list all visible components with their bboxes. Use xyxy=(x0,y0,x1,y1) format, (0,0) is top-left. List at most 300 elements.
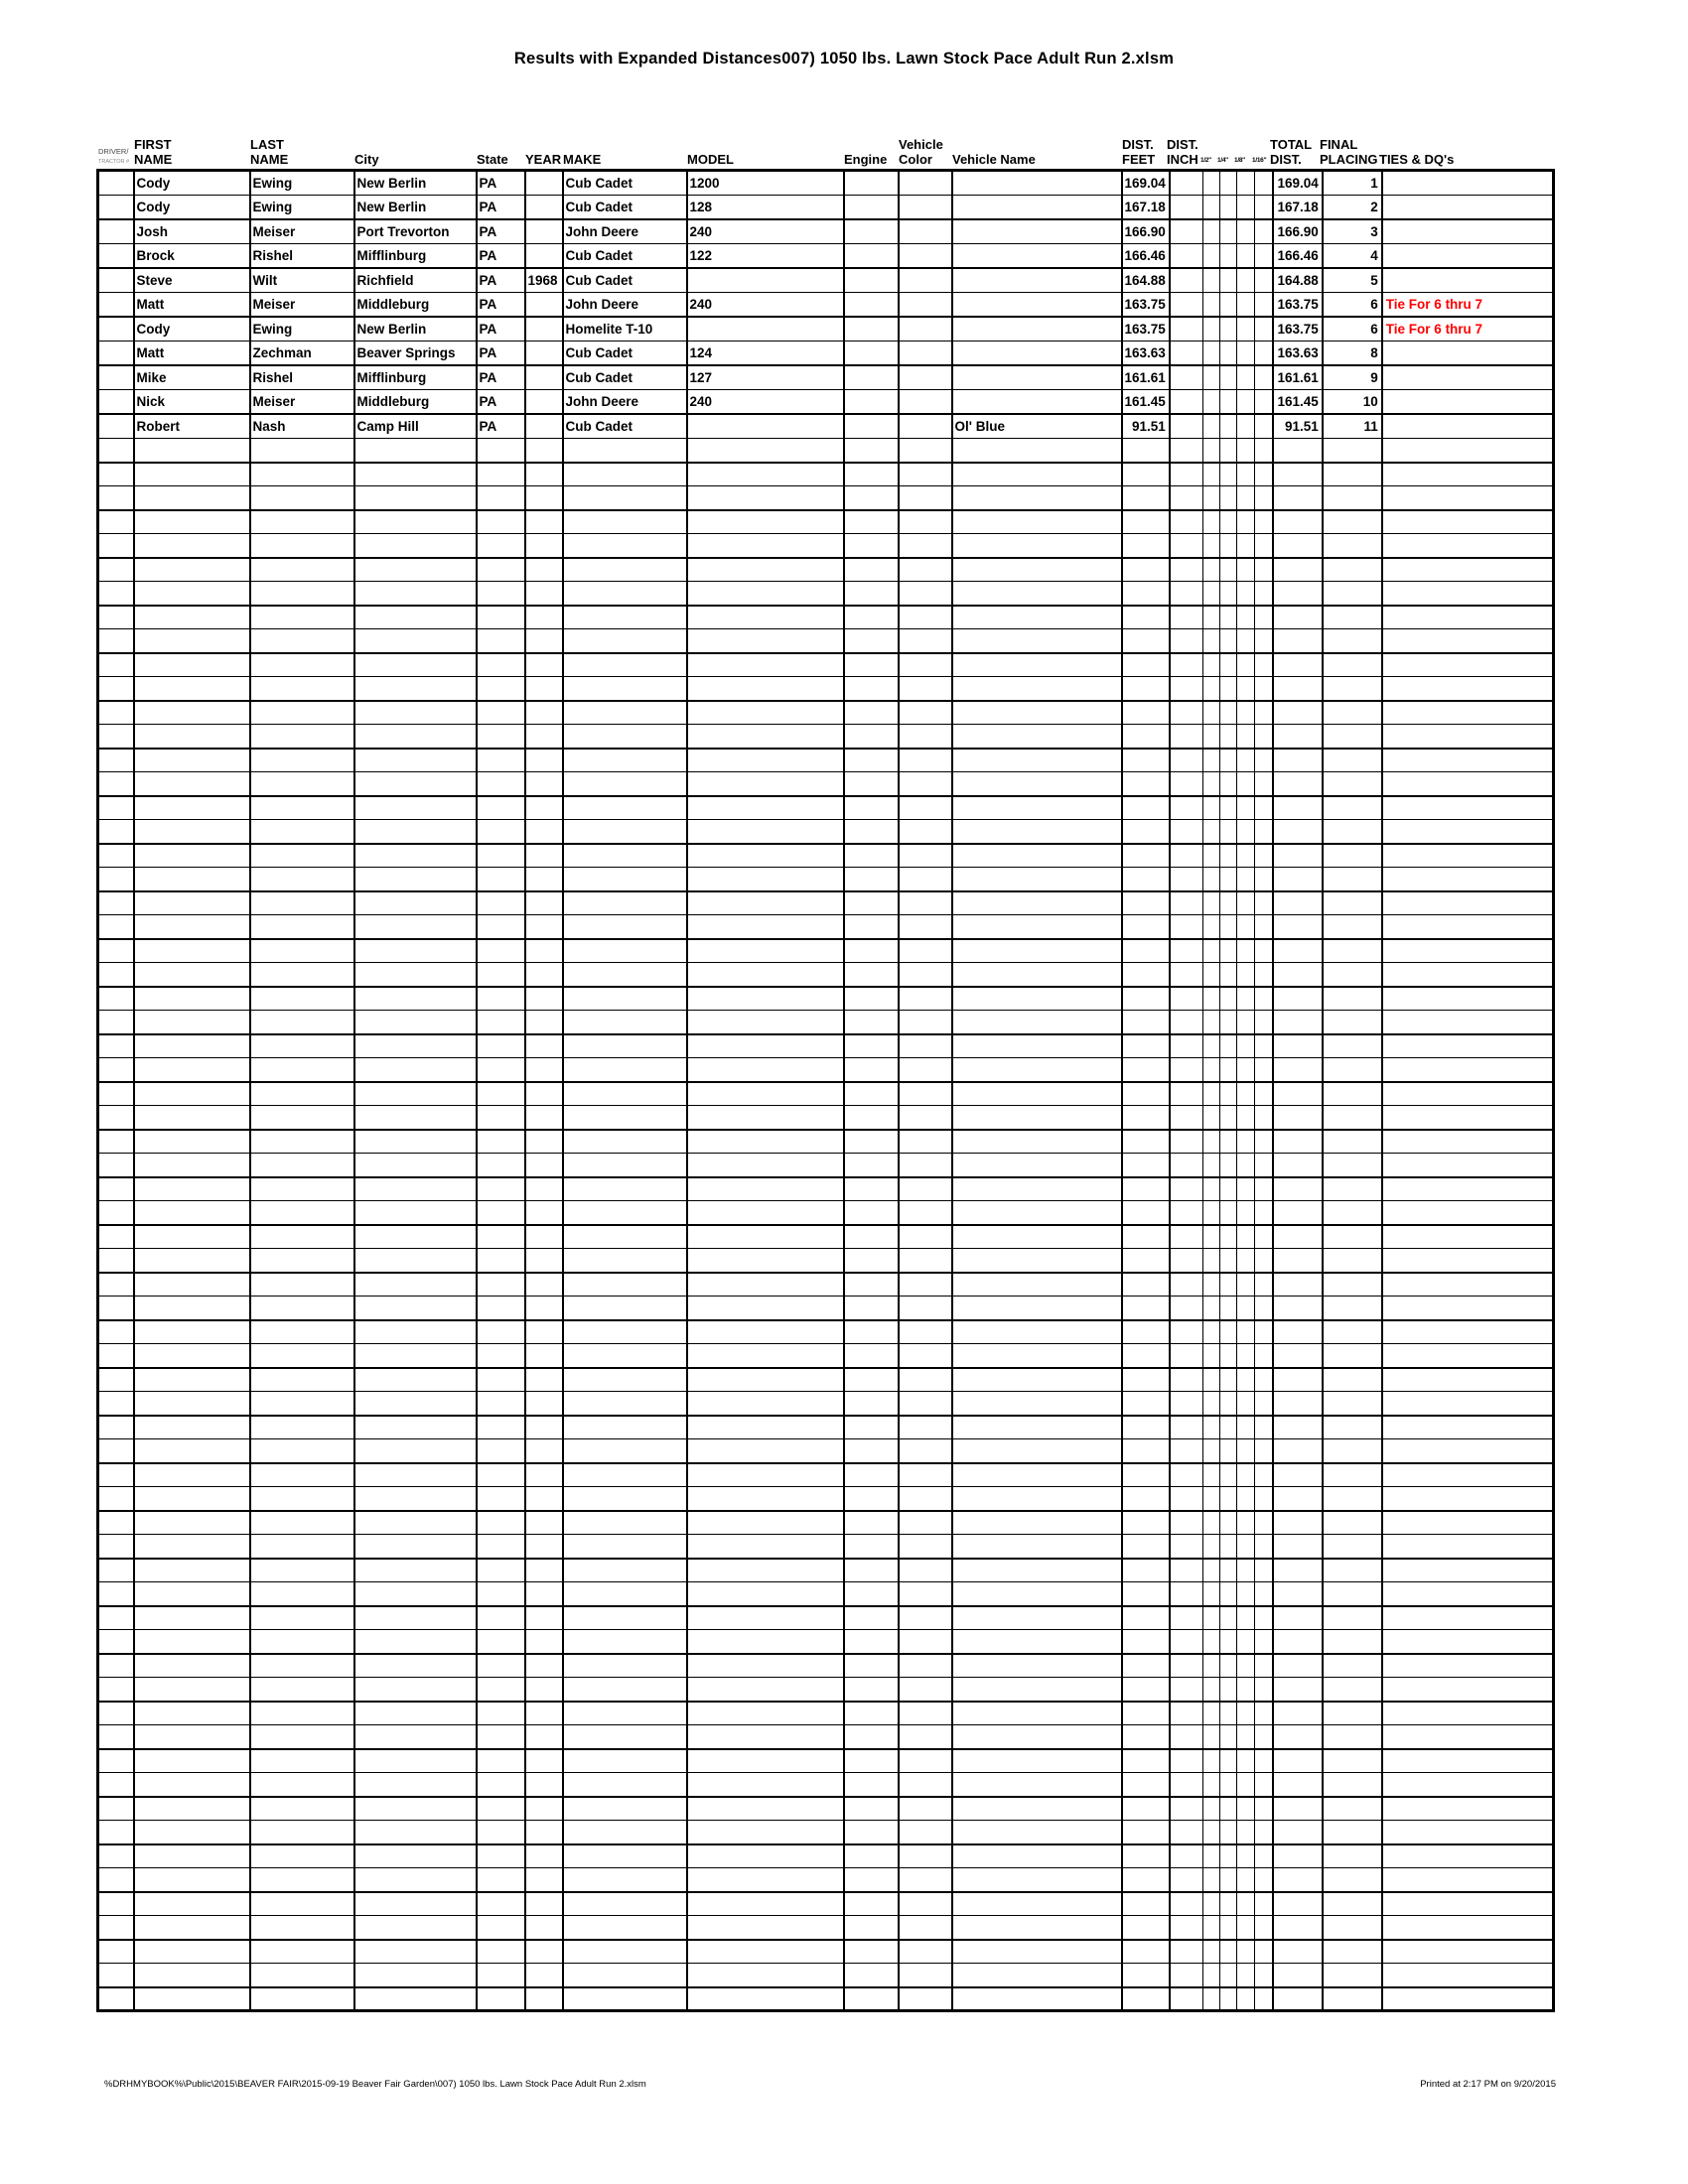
ties-dqs-cell xyxy=(1382,1058,1554,1082)
year-cell xyxy=(525,414,563,439)
eighth-inch-cell xyxy=(1237,268,1255,293)
first-name-cell: Nick xyxy=(134,390,250,415)
dist-feet-cell xyxy=(1122,1320,1170,1344)
ties-dqs-cell xyxy=(1382,1344,1554,1368)
dist-inch-cell xyxy=(1170,868,1203,891)
model-cell: 240 xyxy=(687,293,844,318)
total-dist-cell xyxy=(1273,701,1323,725)
driver-tractor-number-cell xyxy=(98,1249,134,1273)
vehicle-color-cell xyxy=(899,987,952,1011)
sixteenth-inch-cell xyxy=(1255,1797,1273,1821)
vehicle-name-cell xyxy=(952,1487,1122,1511)
state-cell xyxy=(477,1463,525,1487)
model-cell xyxy=(687,772,844,796)
state-cell xyxy=(477,1177,525,1201)
model-cell xyxy=(687,1964,844,1987)
sixteenth-inch-cell xyxy=(1255,1844,1273,1868)
vehicle-name-cell xyxy=(952,1320,1122,1344)
city-cell xyxy=(354,582,477,606)
dist-inch-cell xyxy=(1170,653,1203,677)
quarter-inch-cell xyxy=(1220,1678,1237,1702)
engine-cell xyxy=(844,486,899,510)
final-placing-cell xyxy=(1323,606,1382,629)
vehicle-name-cell xyxy=(952,293,1122,318)
ties-dqs-cell xyxy=(1382,1916,1554,1940)
driver-tractor-number-cell xyxy=(98,219,134,244)
year-cell xyxy=(525,1058,563,1082)
eighth-inch-cell xyxy=(1237,582,1255,606)
dist-inch-cell xyxy=(1170,1987,1203,2011)
final-placing-cell xyxy=(1323,1320,1382,1344)
table-row xyxy=(98,1868,1554,1892)
vehicle-name-cell xyxy=(952,268,1122,293)
vehicle-color-cell xyxy=(899,653,952,677)
last-name-cell xyxy=(250,1249,354,1273)
ties-dqs-cell xyxy=(1382,365,1554,390)
dist-inch-cell xyxy=(1170,939,1203,963)
city-cell xyxy=(354,629,477,653)
first-name-cell: Matt xyxy=(134,293,250,318)
quarter-inch-cell xyxy=(1220,677,1237,701)
state-cell xyxy=(477,1916,525,1940)
state-cell xyxy=(477,1892,525,1916)
table-row xyxy=(98,365,1554,390)
total-dist-cell xyxy=(1273,1344,1323,1368)
quarter-inch-cell xyxy=(1220,987,1237,1011)
column-header-make: MAKE xyxy=(563,152,602,167)
total-dist-cell xyxy=(1273,1368,1323,1392)
last-name-cell: Ewing xyxy=(250,171,354,196)
dist-feet-cell xyxy=(1122,701,1170,725)
sixteenth-inch-cell xyxy=(1255,1702,1273,1725)
eighth-inch-cell xyxy=(1237,749,1255,772)
eighth-inch-cell xyxy=(1237,1225,1255,1249)
vehicle-color-cell xyxy=(899,1630,952,1654)
dist-feet-cell xyxy=(1122,1844,1170,1868)
half-inch-cell xyxy=(1203,1439,1220,1463)
state-cell xyxy=(477,1130,525,1154)
first-name-cell xyxy=(134,1868,250,1892)
make-cell xyxy=(563,1439,687,1463)
year-cell xyxy=(525,677,563,701)
last-name-cell: Rishel xyxy=(250,244,354,269)
model-cell: 124 xyxy=(687,341,844,366)
driver-tractor-number-cell xyxy=(98,701,134,725)
model-cell: 122 xyxy=(687,244,844,269)
make-cell xyxy=(563,1630,687,1654)
make-cell: John Deere xyxy=(563,219,687,244)
city-cell: New Berlin xyxy=(354,171,477,196)
engine-cell xyxy=(844,439,899,463)
dist-feet-cell xyxy=(1122,677,1170,701)
state-cell xyxy=(477,1439,525,1463)
dist-inch-cell xyxy=(1170,439,1203,463)
final-placing-cell xyxy=(1323,1177,1382,1201)
vehicle-name-cell xyxy=(952,891,1122,915)
city-cell xyxy=(354,558,477,582)
sixteenth-inch-cell xyxy=(1255,219,1273,244)
last-name-cell xyxy=(250,1582,354,1606)
vehicle-name-cell xyxy=(952,1034,1122,1058)
table-row xyxy=(98,1797,1554,1821)
engine-cell xyxy=(844,653,899,677)
dist-feet-cell: 166.46 xyxy=(1122,244,1170,269)
vehicle-color-cell xyxy=(899,196,952,220)
vehicle-color-cell xyxy=(899,365,952,390)
dist-feet-cell xyxy=(1122,510,1170,534)
final-placing-cell xyxy=(1323,1392,1382,1416)
vehicle-name-cell xyxy=(952,1297,1122,1320)
last-name-cell xyxy=(250,1082,354,1106)
vehicle-color-cell xyxy=(899,606,952,629)
final-placing-cell xyxy=(1323,1297,1382,1320)
ties-dqs-cell xyxy=(1382,463,1554,486)
vehicle-name-cell xyxy=(952,1582,1122,1606)
state-cell: PA xyxy=(477,171,525,196)
last-name-cell: Ewing xyxy=(250,317,354,341)
ties-dqs-cell xyxy=(1382,1249,1554,1273)
year-cell xyxy=(525,1225,563,1249)
sixteenth-inch-cell xyxy=(1255,1225,1273,1249)
last-name-cell xyxy=(250,1559,354,1582)
year-cell xyxy=(525,987,563,1011)
half-inch-cell xyxy=(1203,749,1220,772)
city-cell xyxy=(354,1487,477,1511)
driver-tractor-number-cell xyxy=(98,820,134,844)
last-name-cell xyxy=(250,1964,354,1987)
driver-tractor-number-cell xyxy=(98,1297,134,1320)
last-name-cell xyxy=(250,1702,354,1725)
half-inch-cell xyxy=(1203,677,1220,701)
column-header-half-inch: 1/2" xyxy=(1200,157,1211,164)
engine-cell xyxy=(844,244,899,269)
year-cell xyxy=(525,1297,563,1320)
final-placing-cell xyxy=(1323,1058,1382,1082)
quarter-inch-cell xyxy=(1220,1463,1237,1487)
dist-inch-cell xyxy=(1170,606,1203,629)
state-cell xyxy=(477,939,525,963)
eighth-inch-cell xyxy=(1237,463,1255,486)
model-cell xyxy=(687,1535,844,1559)
last-name-cell xyxy=(250,1940,354,1964)
first-name-cell xyxy=(134,1439,250,1463)
half-inch-cell xyxy=(1203,1106,1220,1130)
half-inch-cell xyxy=(1203,1821,1220,1844)
city-cell xyxy=(354,463,477,486)
ties-dqs-cell: Tie For 6 thru 7 xyxy=(1382,293,1554,318)
make-cell: Cub Cadet xyxy=(563,244,687,269)
first-name-cell xyxy=(134,1725,250,1749)
engine-cell xyxy=(844,582,899,606)
city-cell: Middleburg xyxy=(354,293,477,318)
state-cell xyxy=(477,1082,525,1106)
state-cell xyxy=(477,1606,525,1630)
final-placing-cell: 6 xyxy=(1323,293,1382,318)
half-inch-cell xyxy=(1203,1964,1220,1987)
eighth-inch-cell xyxy=(1237,1416,1255,1439)
vehicle-color-cell xyxy=(899,1725,952,1749)
vehicle-color-cell xyxy=(899,844,952,868)
dist-inch-cell xyxy=(1170,1797,1203,1821)
sixteenth-inch-cell xyxy=(1255,701,1273,725)
vehicle-name-cell xyxy=(952,1678,1122,1702)
engine-cell xyxy=(844,463,899,486)
eighth-inch-cell xyxy=(1237,891,1255,915)
dist-feet-cell xyxy=(1122,749,1170,772)
year-cell xyxy=(525,293,563,318)
total-dist-cell xyxy=(1273,463,1323,486)
sixteenth-inch-cell xyxy=(1255,1559,1273,1582)
dist-feet-cell xyxy=(1122,987,1170,1011)
table-row xyxy=(98,171,1554,196)
dist-inch-cell xyxy=(1170,293,1203,318)
vehicle-name-cell xyxy=(952,1201,1122,1225)
engine-cell xyxy=(844,1987,899,2011)
final-placing-cell: 4 xyxy=(1323,244,1382,269)
half-inch-cell xyxy=(1203,939,1220,963)
dist-inch-cell xyxy=(1170,1439,1203,1463)
make-cell: Cub Cadet xyxy=(563,341,687,366)
quarter-inch-cell xyxy=(1220,1964,1237,1987)
city-cell xyxy=(354,486,477,510)
eighth-inch-cell xyxy=(1237,1511,1255,1535)
driver-tractor-number-cell xyxy=(98,1630,134,1654)
model-cell xyxy=(687,1082,844,1106)
state-cell xyxy=(477,1987,525,2011)
year-cell xyxy=(525,772,563,796)
total-dist-cell xyxy=(1273,1177,1323,1201)
table-row xyxy=(98,558,1554,582)
vehicle-name-cell xyxy=(952,171,1122,196)
state-cell: PA xyxy=(477,219,525,244)
city-cell xyxy=(354,820,477,844)
half-inch-cell xyxy=(1203,1582,1220,1606)
vehicle-color-cell xyxy=(899,1916,952,1940)
engine-cell xyxy=(844,1249,899,1273)
make-cell xyxy=(563,1297,687,1320)
driver-tractor-number-cell xyxy=(98,1940,134,1964)
ties-dqs-cell xyxy=(1382,1130,1554,1154)
city-cell xyxy=(354,772,477,796)
city-cell xyxy=(354,701,477,725)
dist-inch-cell xyxy=(1170,558,1203,582)
city-cell xyxy=(354,1630,477,1654)
last-name-cell xyxy=(250,534,354,558)
model-cell: 240 xyxy=(687,390,844,415)
eighth-inch-cell xyxy=(1237,196,1255,220)
dist-feet-cell xyxy=(1122,1463,1170,1487)
eighth-inch-cell xyxy=(1237,1154,1255,1177)
column-header-model: MODEL xyxy=(687,152,734,167)
engine-cell xyxy=(844,1177,899,1201)
table-row xyxy=(98,1011,1554,1034)
model-cell xyxy=(687,558,844,582)
city-cell xyxy=(354,1654,477,1678)
ties-dqs-cell xyxy=(1382,1725,1554,1749)
vehicle-color-cell xyxy=(899,390,952,415)
first-name-cell xyxy=(134,439,250,463)
last-name-cell: Meiser xyxy=(250,219,354,244)
year-cell xyxy=(525,939,563,963)
total-dist-cell xyxy=(1273,439,1323,463)
engine-cell xyxy=(844,844,899,868)
eighth-inch-cell xyxy=(1237,915,1255,939)
vehicle-color-cell xyxy=(899,317,952,341)
final-placing-cell xyxy=(1323,558,1382,582)
quarter-inch-cell xyxy=(1220,171,1237,196)
dist-inch-cell xyxy=(1170,268,1203,293)
total-dist-cell xyxy=(1273,1487,1323,1511)
vehicle-color-cell xyxy=(899,219,952,244)
city-cell xyxy=(354,1082,477,1106)
model-cell xyxy=(687,1725,844,1749)
driver-tractor-number-cell xyxy=(98,1177,134,1201)
final-placing-cell xyxy=(1323,1559,1382,1582)
ties-dqs-cell xyxy=(1382,725,1554,749)
driver-tractor-number-cell xyxy=(98,1011,134,1034)
sixteenth-inch-cell xyxy=(1255,1011,1273,1034)
vehicle-name-cell xyxy=(952,1987,1122,2011)
half-inch-cell xyxy=(1203,1082,1220,1106)
model-cell xyxy=(687,1821,844,1844)
model-cell xyxy=(687,1797,844,1821)
make-cell xyxy=(563,749,687,772)
first-name-cell xyxy=(134,653,250,677)
eighth-inch-cell xyxy=(1237,1964,1255,1987)
half-inch-cell xyxy=(1203,1797,1220,1821)
driver-tractor-number-cell xyxy=(98,868,134,891)
quarter-inch-cell xyxy=(1220,1892,1237,1916)
vehicle-color-cell xyxy=(899,1749,952,1773)
total-dist-cell xyxy=(1273,606,1323,629)
final-placing-cell xyxy=(1323,1034,1382,1058)
first-name-cell: Steve xyxy=(134,268,250,293)
results-table xyxy=(96,169,1555,2012)
total-dist-cell xyxy=(1273,1392,1323,1416)
model-cell xyxy=(687,439,844,463)
first-name-cell xyxy=(134,1154,250,1177)
sixteenth-inch-cell xyxy=(1255,653,1273,677)
driver-tractor-number-cell xyxy=(98,1582,134,1606)
city-cell xyxy=(354,1535,477,1559)
driver-tractor-number-cell xyxy=(98,725,134,749)
eighth-inch-cell xyxy=(1237,1844,1255,1868)
ties-dqs-cell xyxy=(1382,1201,1554,1225)
vehicle-name-cell xyxy=(952,1154,1122,1177)
dist-inch-cell xyxy=(1170,1106,1203,1130)
dist-inch-cell xyxy=(1170,1297,1203,1320)
dist-feet-cell xyxy=(1122,1630,1170,1654)
half-inch-cell xyxy=(1203,1392,1220,1416)
city-cell xyxy=(354,1058,477,1082)
state-cell xyxy=(477,1249,525,1273)
city-cell xyxy=(354,963,477,987)
city-cell: Richfield xyxy=(354,268,477,293)
dist-inch-cell xyxy=(1170,963,1203,987)
make-cell: Homelite T-10 xyxy=(563,317,687,341)
sixteenth-inch-cell xyxy=(1255,390,1273,415)
ties-dqs-cell xyxy=(1382,820,1554,844)
model-cell xyxy=(687,1654,844,1678)
model-cell xyxy=(687,963,844,987)
ties-dqs-cell xyxy=(1382,1273,1554,1297)
make-cell xyxy=(563,1249,687,1273)
make-cell: Cub Cadet xyxy=(563,171,687,196)
city-cell xyxy=(354,510,477,534)
half-inch-cell xyxy=(1203,582,1220,606)
driver-tractor-number-cell xyxy=(98,796,134,820)
year-cell xyxy=(525,1368,563,1392)
ties-dqs-cell xyxy=(1382,844,1554,868)
engine-cell xyxy=(844,268,899,293)
last-name-cell xyxy=(250,510,354,534)
vehicle-color-cell xyxy=(899,1654,952,1678)
model-cell xyxy=(687,629,844,653)
table-row xyxy=(98,915,1554,939)
total-dist-cell xyxy=(1273,510,1323,534)
sixteenth-inch-cell xyxy=(1255,1368,1273,1392)
vehicle-color-cell xyxy=(899,1177,952,1201)
final-placing-cell xyxy=(1323,1773,1382,1797)
table-row xyxy=(98,1940,1554,1964)
sixteenth-inch-cell xyxy=(1255,1273,1273,1297)
year-cell xyxy=(525,1749,563,1773)
sixteenth-inch-cell xyxy=(1255,1439,1273,1463)
column-header-first-name: FIRST NAME xyxy=(134,137,173,167)
state-cell xyxy=(477,796,525,820)
first-name-cell xyxy=(134,1344,250,1368)
final-placing-cell xyxy=(1323,582,1382,606)
vehicle-name-cell xyxy=(952,915,1122,939)
year-cell xyxy=(525,725,563,749)
engine-cell xyxy=(844,1964,899,1987)
city-cell xyxy=(354,1011,477,1034)
half-inch-cell xyxy=(1203,1940,1220,1964)
table-row xyxy=(98,1582,1554,1606)
final-placing-cell xyxy=(1323,1273,1382,1297)
quarter-inch-cell xyxy=(1220,844,1237,868)
make-cell: John Deere xyxy=(563,390,687,415)
model-cell xyxy=(687,749,844,772)
final-placing-cell xyxy=(1323,1868,1382,1892)
vehicle-color-cell xyxy=(899,1154,952,1177)
dist-feet-cell xyxy=(1122,868,1170,891)
quarter-inch-cell xyxy=(1220,1130,1237,1154)
table-row xyxy=(98,629,1554,653)
vehicle-name-cell xyxy=(952,1940,1122,1964)
make-cell xyxy=(563,725,687,749)
state-cell xyxy=(477,606,525,629)
sixteenth-inch-cell xyxy=(1255,1916,1273,1940)
table-row xyxy=(98,653,1554,677)
driver-tractor-number-cell xyxy=(98,463,134,486)
last-name-cell xyxy=(250,486,354,510)
engine-cell xyxy=(844,196,899,220)
quarter-inch-cell xyxy=(1220,1916,1237,1940)
vehicle-color-cell xyxy=(899,1130,952,1154)
dist-inch-cell xyxy=(1170,582,1203,606)
first-name-cell xyxy=(134,820,250,844)
table-row xyxy=(98,1368,1554,1392)
last-name-cell xyxy=(250,844,354,868)
make-cell xyxy=(563,987,687,1011)
engine-cell xyxy=(844,606,899,629)
last-name-cell xyxy=(250,1106,354,1130)
state-cell xyxy=(477,1320,525,1344)
vehicle-name-cell xyxy=(952,653,1122,677)
half-inch-cell xyxy=(1203,653,1220,677)
ties-dqs-cell xyxy=(1382,1297,1554,1320)
